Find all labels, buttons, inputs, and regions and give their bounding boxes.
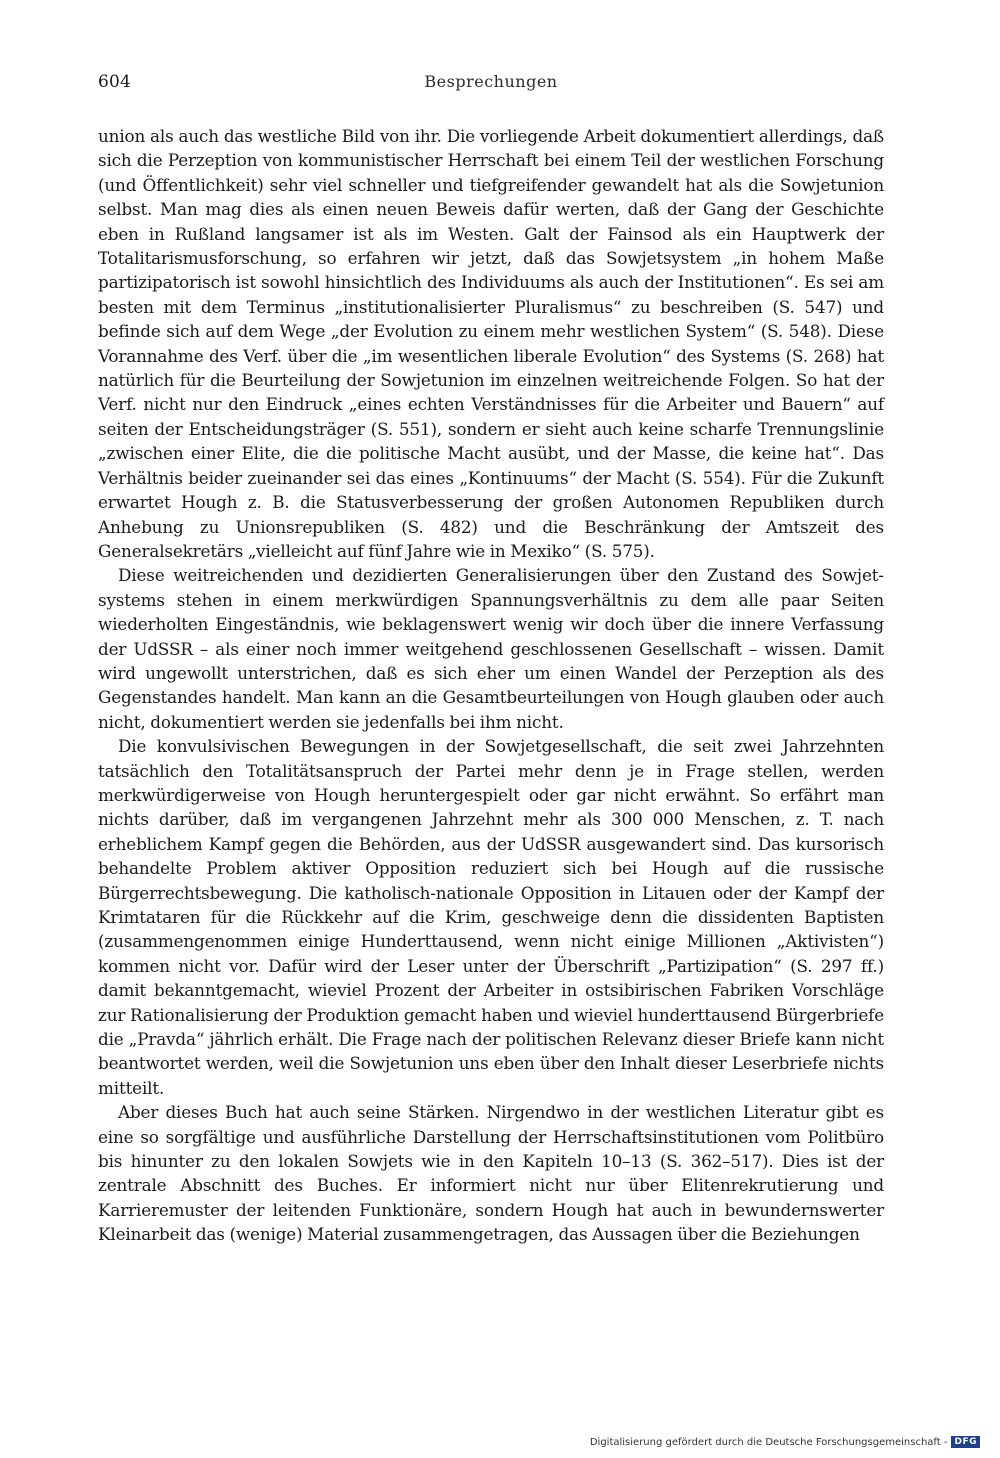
page-number: 604: [98, 72, 132, 92]
running-head: Besprechungen: [424, 72, 558, 91]
digitization-credit: [590, 1436, 980, 1448]
paragraph-1: union als auch das westliche Bild von ihr. Die vorliegende Arbeit dokumentiert allerdings, daß sich die Perzeption von kommunistischer Herrschaft bei einem Teil der westlichen Forschung (und Öffentlichkeit) sehr viel schneller und tiefgreifender gewandelt hat als die Sowjetunion selbst. Man mag dies als einen neuen Beweis dafür werten, daß der Gang der Geschichte eben in Rußland langsamer ist als im Westen. Galt der Fainsod als ein Hauptwerk der Totalitarismusforschung, so erfahren wir jetzt, daß das Sowjetsystem „in hohem Maße partizipatorisch ist sowohl hinsichtlich des Individuums als auch der Institutionen“. Es sei am besten mit dem Terminus „institutionalisierter Pluralismus“ zu beschreiben (S. 547) und befinde sich auf dem Wege „der Evolution zu einem mehr westlichen System“ (S. 548). Diese Vorannahme des Verf. über die „im wesentlichen liberale Evolution“ des Systems (S. 268) hat natürlich für die Beurteilung der Sowjetunion im einzelnen weitreichende Folgen. So hat der Verf. nicht nur den Eindruck „eines echten Verständnisses für die Arbeiter und Bauern“ auf seiten der Entscheidungsträger (S. 551), sondern er sieht auch keine scharfe Trennungslinie „zwischen einer Elite, die die politische Macht ausübt, und der Masse, die keine hat“. Das Verhältnis beider zueinander sei das eines „Kontinuums“ der Macht (S. 554). Für die Zukunft erwartet Hough z. B. die Statusverbesserung der großen Autonomen Republiken durch Anhebung zu Unionsrepubliken (S. 482) und die Beschränkung der Amtszeit des Generalsekretärs „vielleicht auf fünf Jahre wie in Mexiko“ (S. 575).: [98, 126, 884, 561]
page-header: [98, 72, 884, 96]
dfg-logo: DFG: [951, 1436, 980, 1448]
paragraph-2: Diese weitreichenden und dezidierten Generalisierungen über den Zustand des Sowjetsystems stehen in einem merkwürdigen Spannungsverhältnis zu dem alle paar Seiten wiederholten Eingeständnis, wie beklagenswert wenig wir doch über die innere Verfassung der UdSSR – als einer noch immer weitgehend geschlossenen Gesellschaft – wissen. Damit wird ungewollt unterstrichen, daß es sich eher um einen Wandel der Perzeption als des Gegenstandes handelt. Man kann an die Gesamtbeurteilungen von Hough glauben oder auch nicht, dokumentiert werden sie jedenfalls bei ihm nicht.: [98, 565, 884, 732]
body-text: [98, 124, 884, 1247]
paragraph-3: Die konvulsivischen Bewegungen in der Sowjetgesellschaft, die seit zwei Jahrzehnten tatsächlich den Totalitätsanspruch der Partei mehr denn je in Frage stellen, werden merkwürdigerweise von Hough heruntergespielt oder gar nicht erwähnt. So erfährt man nichts darüber, daß im vergangenen Jahrzehnt mehr als 300 000 Menschen, z. T. nach erheblichem Kampf gegen die Behörden, aus der UdSSR ausgewandert sind. Das kursorisch behandelte Problem aktiver Opposition reduziert sich bei Hough auf die russische Bürgerrechtsbewegung. Die katholisch-nationale Opposition in Litauen oder der Kampf der Krimtataren für die Rückkehr auf die Krim, geschweige denn die dissidenten Baptisten (zusammengenommen einige Hunderttausend, wenn nicht einige Millionen „Aktivisten“) kommen nicht vor. Dafür wird der Leser unter der Überschrift „Partizipation“ (S. 297 ff.) damit bekanntgemacht, wieviel Prozent der Arbeiter in ostsibirischen Fabriken Vorschläge zur Rationalisierung der Produktion gemacht haben und wieviel hunderttausend Bürgerbriefe die „Pravda“ jährlich erhält. Die Frage nach der politischen Relevanz dieser Briefe kann nicht beantwortet werden, weil die Sowjetunion uns eben über den Inhalt dieser Leserbriefe nichts mitteilt.: [98, 736, 884, 1098]
credit-text: Digitalisierung gefördert durch die Deutsche Forschungsgemeinschaft -: [589, 1436, 948, 1448]
paragraph-4: Aber dieses Buch hat auch seine Stärken. Nirgendwo in der westlichen Literatur gibt es eine so sorgfältige und ausführliche Darstellung der Herrschaftsinstitutionen vom Politbüro bis hinunter zu den lokalen Sowjets wie in den Kapiteln 10–13 (S. 362–517). Dies ist der zentrale Abschnitt des Buches. Er informiert nicht nur über Elitenrekrutierung und Karrieremuster der leitenden Funktionäre, sondern Hough hat auch in bewundernswerter Kleinarbeit das (wenige) Material zusammengetragen, das Aussagen über die Beziehungen: [98, 1102, 884, 1245]
